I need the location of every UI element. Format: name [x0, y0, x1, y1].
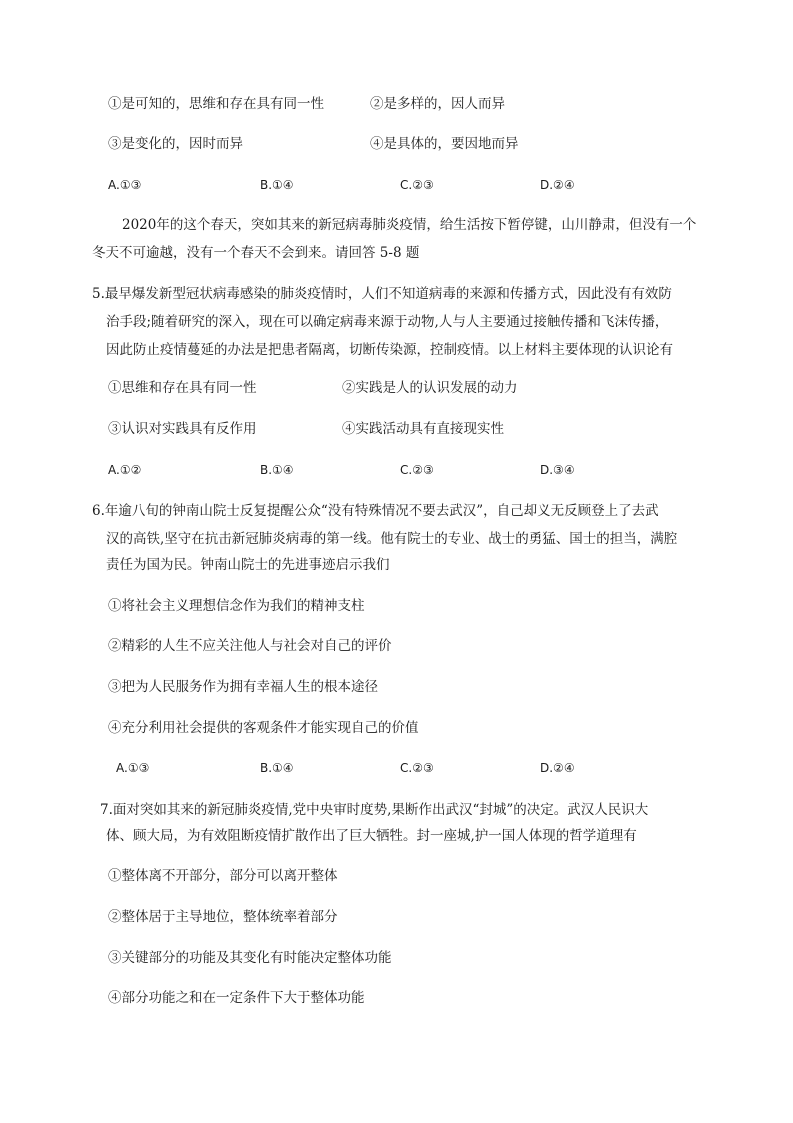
q7-item-1: ①整体离不开部分，部分可以离开整体: [108, 868, 338, 884]
prev-item-3: ③是变化的，因时而异: [108, 136, 243, 152]
q5-option-b: B.①④: [260, 463, 294, 477]
prev-option-a: A.①③: [108, 178, 142, 192]
q6-option-d: D.②④: [540, 761, 575, 775]
q6-item-1: ①将社会主义理想信念作为我们的精神支柱: [108, 598, 365, 614]
prev-item-4: ④是具体的，要因地而异: [370, 136, 519, 152]
q7-stem-line-2: 体、顾大局，为有效阻断疫情扩散作出了巨大牺牲。封一座城,护一国人体现的哲学道理有: [106, 828, 637, 844]
q5-stem-line-2: 治手段;随着研究的深入，现在可以确定病毒来源于动物,人与人主要通过接触传播和飞沫传播，: [106, 314, 669, 330]
q5-stem-line-3: 因此防止疫情蔓延的办法是把患者隔离，切断传染源，控制疫情。以上材料主要体现的认识论有: [106, 342, 673, 358]
q6-option-a: A.①③: [116, 761, 150, 775]
intro-line-1: 2020年的这个春天，突如其来的新冠病毒肺炎疫情，给生活按下暂停键，山川静肃，但没有一个: [122, 217, 697, 233]
q6-item-3: ③把为人民服务作为拥有幸福人生的根本途径: [108, 679, 378, 695]
q5-item-3: ③认识对实践具有反作用: [108, 421, 257, 437]
q6-option-b: B.①④: [260, 761, 294, 775]
q7-stem-line-1: 7.面对突如其来的新冠肺炎疫情,党中央审时度势,果断作出武汉“封城”的决定。武汉人民识大: [100, 802, 649, 818]
prev-item-2: ②是多样的，因人而异: [370, 96, 505, 112]
prev-option-c: C.②③: [400, 178, 434, 192]
q6-stem-line-1: 6.年逾八旬的钟南山院士反复提醒公众“没有特殊情况不要去武汉”，自己却义无反顾登上了去武: [92, 503, 659, 519]
q5-option-a: A.①②: [108, 463, 142, 477]
q7-item-3: ③关键部分的功能及其变化有时能决定整体功能: [108, 950, 392, 966]
prev-option-b: B.①④: [260, 178, 294, 192]
prev-option-d: D.②④: [540, 178, 575, 192]
q6-stem-line-3: 责任为国为民。钟南山院士的先进事迹启示我们: [106, 557, 390, 573]
q5-item-2: ②实践是人的认识发展的动力: [342, 380, 518, 396]
q5-stem-line-1: 5.最早爆发新型冠状病毒感染的肺炎疫情时，人们不知道病毒的来源和传播方式，因此没有有效防: [92, 286, 672, 302]
q5-item-4: ④实践活动具有直接现实性: [342, 421, 504, 437]
q6-option-c: C.②③: [400, 761, 434, 775]
q6-item-4: ④充分利用社会提供的客观条件才能实现自己的价值: [108, 720, 419, 736]
q6-item-2: ②精彩的人生不应关注他人与社会对自己的评价: [108, 638, 392, 654]
q7-item-2: ②整体居于主导地位，整体统率着部分: [108, 909, 338, 925]
q7-item-4: ④部分功能之和在一定条件下大于整体功能: [108, 990, 365, 1006]
prev-item-1: ①是可知的，思维和存在具有同一性: [108, 96, 324, 112]
q5-item-1: ①思维和存在具有同一性: [108, 380, 257, 396]
intro-line-2: 冬天不可逾越，没有一个春天不会到来。请回答 5-8 题: [92, 245, 420, 261]
q5-option-d: D.③④: [540, 463, 575, 477]
q5-option-c: C.②③: [400, 463, 434, 477]
q6-stem-line-2: 汉的高铁,坚守在抗击新冠肺炎病毒的第一线。他有院士的专业、战士的勇猛、国士的担当，满腔: [106, 531, 678, 547]
